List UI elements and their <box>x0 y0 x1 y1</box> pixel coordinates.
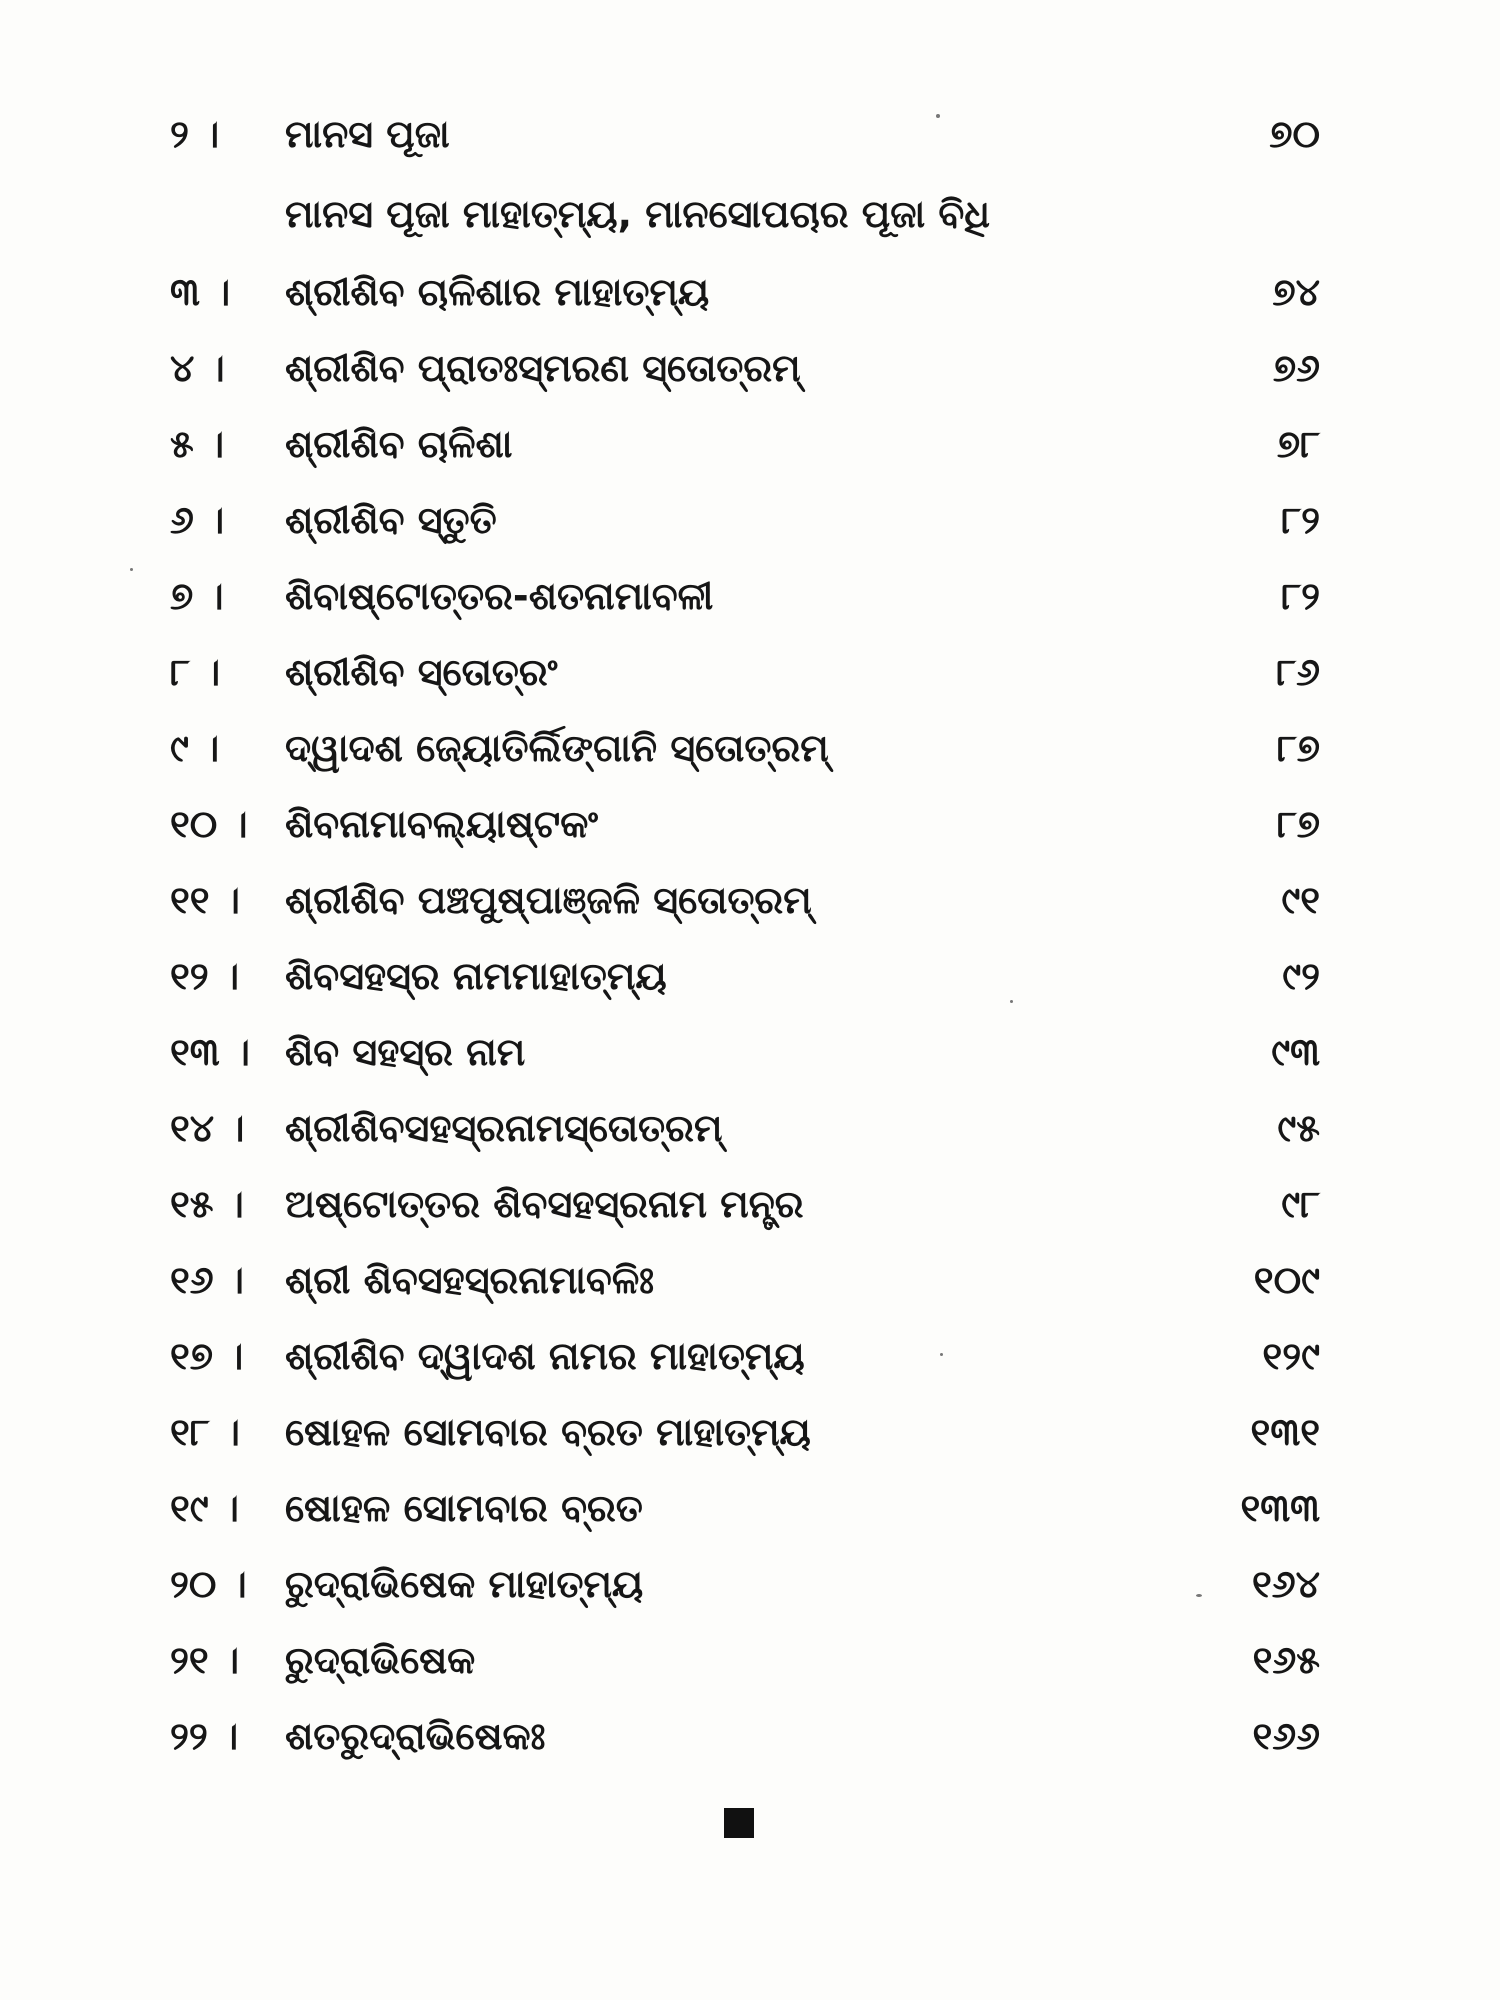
entry-title: ଶ୍ରୀଶିବ ଚାଳିଶାର ମାହାତ୍ମ୍ୟ <box>285 270 710 314</box>
entry-title: ଶ୍ରୀଶିବ ପ୍ରାତଃସ୍ମରଣ ସ୍ତୋତ୍ରମ୍ <box>285 346 801 390</box>
entry-number: ୨ । <box>170 112 220 156</box>
entry-title: ଶିବସହସ୍ର ନାମମାହାତ୍ମ୍ୟ <box>285 954 667 998</box>
entry-title: ରୁଦ୍ରାଭିଷେକ <box>285 1638 476 1682</box>
entry-title: ରୁଦ୍ରାଭିଷେକ ମାହାତ୍ମ୍ୟ <box>285 1562 644 1606</box>
entry-page-number: ୭୦ <box>1269 112 1320 156</box>
entry-page-number: ୧୩୧ <box>1250 1410 1320 1454</box>
toc-entry <box>0 788 1500 860</box>
entry-title: ଶତରୁଦ୍ରାଭିଷେକଃ <box>285 1714 546 1758</box>
end-of-section-mark <box>724 1808 754 1838</box>
print-speck <box>1196 1594 1202 1597</box>
print-speck <box>130 568 133 571</box>
entry-page-number: ୧୬୬ <box>1252 1714 1320 1758</box>
entry-page-number: ୭୪ <box>1272 270 1320 314</box>
toc-entry <box>0 98 1500 170</box>
entry-title: ଶ୍ରୀଶିବ ସ୍ତୋତ୍ରଂ <box>285 650 558 694</box>
entry-title: ଷୋହଳ ସୋମବାର ବ୍ରତ ମାହାତ୍ମ୍ୟ <box>285 1410 811 1454</box>
entry-page-number: ୮୭ <box>1276 726 1320 770</box>
entry-number: ୧୯ । <box>170 1486 240 1530</box>
entry-title: ଶ୍ରୀଶିବ ସ୍ତୁତି <box>285 498 497 542</box>
entry-page-number: ୮୨ <box>1281 574 1320 618</box>
entry-title: ଶ୍ରୀଶିବ ପଞ୍ଚପୁଷ୍ପାଞ୍ଜଳି ସ୍ତୋତ୍ରମ୍ <box>285 878 812 922</box>
entry-title: ମାନସ ପୂଜା <box>285 112 450 156</box>
entry-title: ଶ୍ରୀଶିବ ଦ୍ୱାଦଶ ନାମର ମାହାତ୍ମ୍ୟ <box>285 1334 805 1378</box>
entry-page-number: ୭୬ <box>1272 346 1320 390</box>
entry-number: ୧୭ । <box>170 1334 244 1378</box>
entry-number: ୧୬ । <box>170 1258 244 1302</box>
toc-entry <box>0 1548 1500 1620</box>
entry-number: ୮ । <box>170 650 221 694</box>
entry-title: ଅଷ୍ଟୋତ୍ତର ଶିବସହସ୍ରନାମ ମନ୍ତ୍ର <box>285 1182 804 1226</box>
entry-page-number: ୧୬୫ <box>1252 1638 1320 1682</box>
entry-number: ୫ । <box>170 422 225 466</box>
entry-number: ୨୨ । <box>170 1714 239 1758</box>
entry-page-number: ୯୮ <box>1281 1182 1320 1226</box>
entry-number: ୪ । <box>170 346 225 390</box>
toc-entry <box>0 864 1500 936</box>
toc-entry <box>0 1244 1500 1316</box>
entry-page-number: ୧୦୯ <box>1253 1258 1320 1302</box>
toc-entry <box>0 1168 1500 1240</box>
entry-title: ଶ୍ରୀଶିବ ଚାଳିଶା <box>285 422 513 466</box>
toc-entry <box>0 1472 1500 1544</box>
entry-title: ଦ୍ୱାଦଶ ଜ୍ୟୋତିର୍ଲିଙ୍ଗାନି ସ୍ତୋତ୍ରମ୍ <box>285 726 829 770</box>
entry-page-number: ୧୬୪ <box>1251 1562 1320 1606</box>
toc-entry <box>0 1700 1500 1772</box>
entry-page-number: ୯୩ <box>1271 1030 1320 1074</box>
toc-entry <box>0 332 1500 404</box>
toc-entry <box>0 408 1500 480</box>
entry-title: ଶିବାଷ୍ଟୋତ୍ତର-ଶତନାମାବଳୀ <box>285 574 714 618</box>
toc-entry <box>0 712 1500 784</box>
entry-number: ୧୧ । <box>170 878 240 922</box>
entry-number: ୧୮ । <box>170 1410 240 1454</box>
print-speck <box>936 114 940 118</box>
entry-page-number: ୭୮ <box>1276 422 1320 466</box>
entry-number: ୨୦ । <box>170 1562 247 1606</box>
entry-number: ୩ । <box>170 270 231 314</box>
entry-number: ୨୧ । <box>170 1638 240 1682</box>
toc-entry <box>0 636 1500 708</box>
entry-page-number: ୧୨୯ <box>1262 1334 1320 1378</box>
entry-number: ୧୨ । <box>170 954 240 998</box>
entry-page-number: ୮୨ <box>1281 498 1320 542</box>
entry-title: ଶ୍ରୀଶିବସହସ୍ରନାମସ୍ତୋତ୍ରମ୍ <box>285 1106 723 1150</box>
entry-number: ୬ । <box>170 498 225 542</box>
entry-page-number: ୧୩୩ <box>1240 1486 1320 1530</box>
entry-page-number: ୯୫ <box>1277 1106 1320 1150</box>
toc-entry <box>0 940 1500 1012</box>
toc-entry <box>0 484 1500 556</box>
entry-number: ୯ । <box>170 726 220 770</box>
toc-entry <box>0 560 1500 632</box>
toc-entry <box>0 1320 1500 1392</box>
entry-number: ୧୦ । <box>170 802 248 846</box>
entry-number: ୧୩ । <box>170 1030 250 1074</box>
toc-entry <box>0 1624 1500 1696</box>
toc-entry <box>0 256 1500 328</box>
entry-page-number: ୮୭ <box>1276 802 1320 846</box>
entry-page-number: ୯୨ <box>1282 954 1320 998</box>
entry-page-number: ୯୧ <box>1281 878 1320 922</box>
entry-number: ୧୪ । <box>170 1106 245 1150</box>
entry-title: ଷୋହଳ ସୋମବାର ବ୍ରତ <box>285 1486 643 1530</box>
entry-number: ୧୫ । <box>170 1182 244 1226</box>
print-speck <box>940 1353 943 1356</box>
toc-entry <box>0 1092 1500 1164</box>
entry-subtitle: ମାନସ ପୂଜା ମାହାତ୍ମ୍ୟ, ମାନସୋପଚାର ପୂଜା ବିଧି <box>285 192 991 236</box>
entry-page-number: ୮୬ <box>1276 650 1320 694</box>
toc-entry <box>0 1396 1500 1468</box>
entry-title: ଶିବନାମାବଲ୍ୟାଷ୍ଟକଂ <box>285 802 599 846</box>
entry-title: ଶିବ ସହସ୍ର ନାମ <box>285 1030 526 1074</box>
toc-entry <box>0 1016 1500 1088</box>
entry-number: ୭ । <box>170 574 224 618</box>
entry-title: ଶ୍ରୀ ଶିବସହସ୍ରନାମାବଳିଃ <box>285 1258 655 1302</box>
print-speck <box>1010 1000 1013 1003</box>
